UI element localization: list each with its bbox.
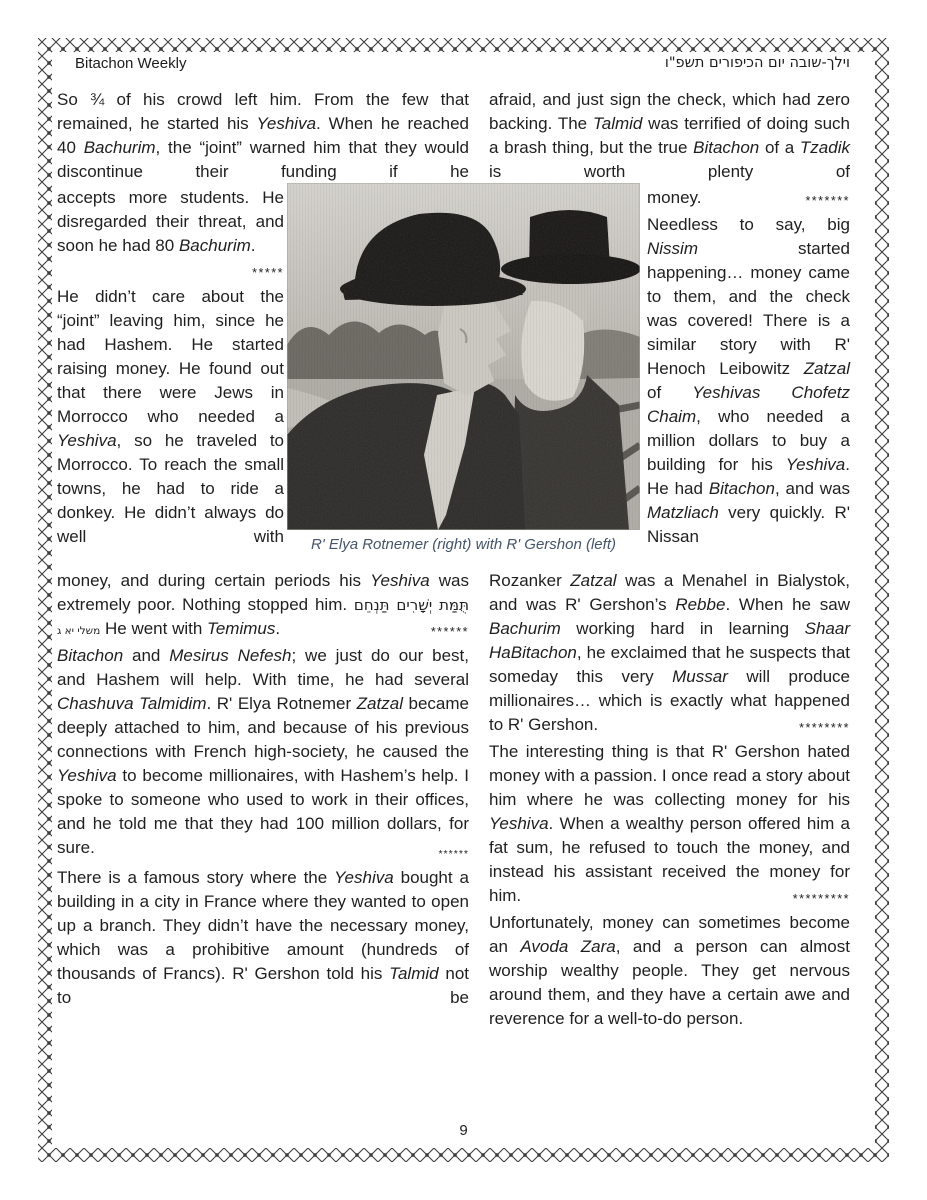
paragraph [647, 186, 850, 210]
text-segment: , and was [774, 479, 851, 498]
text-segment: accepts more students. He disregarded their threat, and soon he had 80 [57, 188, 284, 255]
text-segment-stars: ****** [430, 625, 469, 639]
page-number: 9 [459, 1122, 468, 1139]
text-segment-it: Bachurim [178, 236, 251, 255]
text-segment: , and a person can almost worship wealthy people. They get nervous around them, and they have a certain awe and reverence for a well-to-do person. [489, 937, 850, 1028]
text-segment-it: Mesirus Nefesh [169, 646, 292, 665]
text-segment: He went with [100, 619, 208, 638]
left-column-beside-photo [57, 186, 284, 549]
text-segment-stars: ********* [792, 892, 850, 906]
photo-two-rabbis [287, 183, 640, 530]
text-segment: There is a famous story where the [57, 868, 335, 887]
border-right [875, 52, 889, 1148]
text-segment-it: Bitachon [57, 646, 124, 665]
text-segment: is worth plenty of [489, 162, 850, 181]
text-segment: money, and during certain periods his [57, 571, 371, 590]
text-segment-it: Nissim [647, 239, 698, 258]
text-segment-heb: תֻּמַּת יְשָׁרִים תַּנְחֵם [353, 596, 469, 614]
text-segment: was a Menahel in Bialystok, and was R' Gershon’s [489, 571, 851, 614]
text-segment: Unfortunately, money can sometimes become an [489, 913, 850, 956]
text-segment-it: Yeshiva [334, 868, 394, 887]
right-column-top [489, 88, 850, 184]
text-segment-it: Yeshiva [785, 455, 846, 474]
text-segment-heb-src: משלי יא ג [57, 625, 101, 637]
text-segment: , the “joint” warned him that they would discontinue their funding if he [57, 138, 469, 181]
text-segment-stars: ***** [252, 266, 284, 280]
text-segment: will produce millionaires… which is exactly what happened to R' Gershon. [489, 667, 850, 734]
text-segment-it: Bachurim [83, 138, 156, 157]
text-segment-it: Shaar HaBitachon [489, 619, 850, 662]
text-segment-it: Yeshivas Chofetz Chaim [647, 383, 850, 426]
left-column-bottom [57, 569, 469, 1010]
text-segment: working hard in learning [560, 619, 805, 638]
text-segment: and [123, 646, 170, 665]
text-segment: afraid, and just sign the check, which had zero backing. The [489, 90, 850, 133]
text-segment: bought a building in a city in France where they wanted to open up a branch. They didn’t have the necessary money, which was a prohibitive amount (hundreds of thousands of Francs). R' Gershon told his [57, 868, 469, 983]
text-segment: very quickly. R' Nissan [647, 503, 850, 546]
right-column-bottom [489, 569, 850, 1031]
newsletter-title: Bitachon Weekly [75, 55, 187, 72]
paragraph [489, 88, 850, 184]
photo-grain [287, 183, 640, 530]
text-segment: Needless to say, big [647, 215, 850, 234]
text-segment-it: Mussar [672, 667, 728, 686]
text-segment: . When he reached 40 [57, 114, 469, 157]
paragraph [57, 285, 284, 549]
photo-illustration [287, 183, 640, 530]
paragraph [57, 569, 469, 643]
text-segment: . [275, 619, 281, 638]
text-segment-it: Talmid [592, 114, 643, 133]
text-segment-it: Bachurim [489, 619, 561, 638]
text-segment: He didn’t care about the “joint” leaving him, since he had Hashem. He started raising money. He found out that there were Jews in Morrocco who needed a [57, 287, 284, 426]
text-segment: of a [759, 138, 800, 157]
text-segment: started happening… money came to them, and the check was covered! There is a similar story with R' Henoch Leibowitz [647, 239, 850, 378]
text-segment-stars-sm: ****** [438, 848, 469, 860]
text-segment-it: Avoda Zara [520, 937, 616, 956]
text-segment: . He had [647, 455, 850, 498]
photo-caption: R' Elya Rotnemer (right) with R' Gershon (left) [311, 536, 616, 553]
paragraph [647, 213, 850, 549]
paragraph [489, 911, 850, 1031]
text-segment: was terrified of doing such a brash thing, but the true [489, 114, 850, 157]
text-segment-it: Zatzal [803, 359, 850, 378]
paragraph [57, 644, 469, 860]
text-segment-stars: ******* [805, 194, 850, 208]
text-segment-it: Zatzal [356, 694, 403, 713]
text-segment-it: Yeshiva [256, 114, 317, 133]
paragraph [57, 866, 469, 1010]
parsha-date-hebrew: וילך-שובה יום הכיפורים תשפ"ו [664, 55, 850, 71]
text-segment: to become millionaires, with Hashem’s help. I spoke to someone who used to work in their offices, and he told me that they had 100 million dollars, for sure. [57, 766, 469, 857]
text-segment: . When a wealthy person offered him a fat sum, he refused to touch the money, and instead his assistant received the money for him. [489, 814, 850, 905]
border-left [38, 52, 52, 1148]
text-segment-it: Chashuva Talmidim [57, 694, 207, 713]
paragraph [57, 186, 284, 280]
border-bottom [38, 1148, 889, 1162]
right-column-beside-photo [647, 186, 850, 549]
text-segment-it: Matzliach [647, 503, 719, 522]
text-segment-it: Yeshiva [489, 814, 549, 833]
text-segment: not to be [57, 964, 469, 1007]
text-segment: Rozanker [489, 571, 571, 590]
text-segment: . [250, 236, 256, 255]
text-segment-it: Talmid [389, 964, 439, 983]
text-segment: ; we just do our best, and Hashem will help. With time, he had several [57, 646, 469, 689]
text-segment: The interesting thing is that R' Gershon hated money with a passion. I once read a story about him where he was collecting money for his [489, 742, 850, 809]
text-segment-it: Bitachon [708, 479, 775, 498]
paragraph [489, 569, 850, 737]
text-segment: money. [647, 188, 702, 207]
text-segment-it: Zatzal [570, 571, 617, 590]
paragraph [489, 740, 850, 908]
text-segment-it: Rebbe [675, 595, 726, 614]
text-segment: , he exclaimed that he suspects that someday this very [489, 643, 850, 686]
text-segment-it: Tzadik [799, 138, 850, 157]
border-top [38, 38, 889, 52]
paragraph [57, 88, 469, 184]
text-segment-it: Temimus [207, 619, 276, 638]
text-segment: So ¾ of his crowd left him. From the few that remained, he started his [57, 90, 469, 133]
text-segment: was extremely poor. Nothing stopped him. [57, 571, 469, 614]
text-segment: , so he traveled to Morrocco. To reach the small towns, he had to ride a donkey. He didn’t always do well with [57, 431, 284, 546]
text-segment: of [647, 383, 693, 402]
text-segment-stars: ******** [799, 721, 850, 735]
text-segment: became deeply attached to him, and because of his previous connections with French high-society, he caused the [57, 694, 469, 761]
text-segment-it: Yeshiva [370, 571, 430, 590]
text-segment: , who needed a million dollars to buy a building for his [647, 407, 850, 474]
text-segment-it: Yeshiva [57, 431, 117, 450]
text-segment-it: Bitachon [693, 138, 760, 157]
text-segment: . R' Elya Rotnemer [206, 694, 357, 713]
text-segment: . When he saw [725, 595, 850, 614]
left-column-top [57, 88, 469, 184]
text-segment-it: Yeshiva [57, 766, 117, 785]
